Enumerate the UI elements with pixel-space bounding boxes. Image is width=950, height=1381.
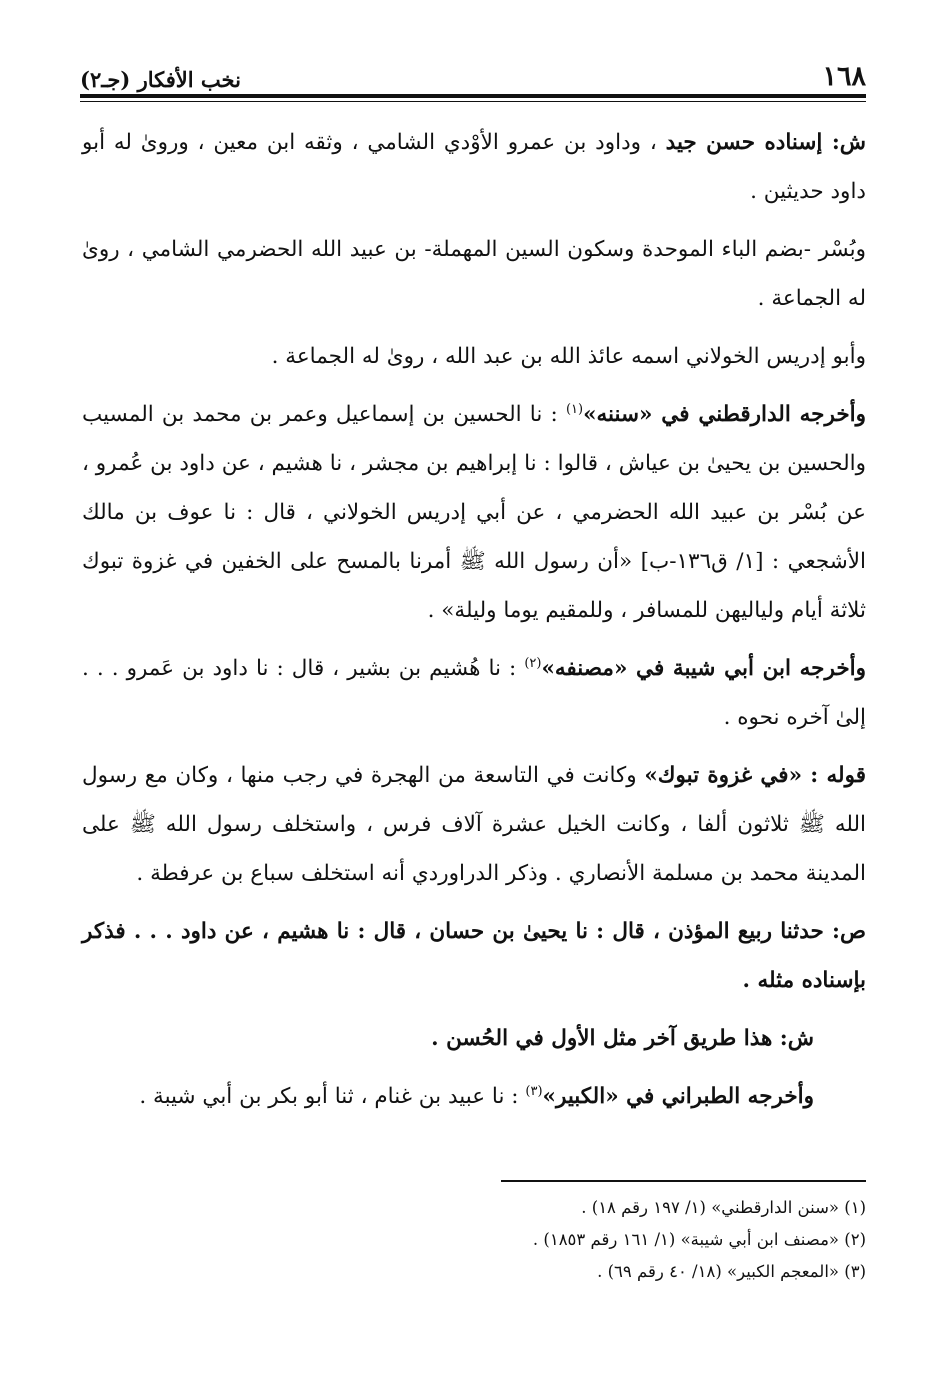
footnote-2: (٢) «مصنف ابن أبي شيبة» (١/ ١٦١ رقم ١٨٥٣) . [532,1230,866,1249]
paragraph-lead: ش: إسناده حسن جيد [665,130,867,155]
paragraph-lead: وأخرجه الطبراني في «الكبير» [542,1084,814,1109]
page-header [80,52,866,92]
footnote-1: (١) «سنن الدارقطني» (١/ ١٩٧ رقم ١٨) . [581,1198,866,1217]
paragraph-text: : نا هُشيم بن بشير ، قال : نا داود بن عَمرو . . . إلىٰ آخره نحوه . [82,656,866,730]
paragraph-3 [82,332,866,381]
paragraph-text: : نا الحسين بن إسماعيل وعمر بن محمد بن المسيب والحسين بن يحيىٰ بن عياش ، قالوا : نا إبراهيم بن مجشر ، نا هشيم ، عن داود بن عُمرو ، عن بُسْر بن عبيد الله الحضرمي ، عن أبي إدريس الخولاني ، قال : نا عوف بن مالك الأشجعي : [١/ ق١٣٦-ب] «أن رسول الله ﷺ أمرنا بالمسح على الخفين في غزوة تبوك ثلاثة أيام ولياليهن للمسافر ، وللمقيم يوما وليلة» . [82,402,866,623]
footnote-ref-3[interactable]: (٣) [525,1083,543,1099]
paragraph-lead: ص: حدثنا ربيع المؤذن ، قال : نا يحيىٰ بن حسان ، قال : نا هشيم ، عن داود . . . فذكر بإسناده مثله . [82,919,866,993]
paragraph-8 [82,1014,866,1063]
header-rule-thin [80,101,866,102]
paragraph-4 [82,390,866,635]
paragraph-2 [82,225,866,323]
page-number: ١٦٨ [822,61,866,92]
main-text [82,118,866,1130]
paragraph-5 [82,644,866,742]
footnote-3: (٣) «المعجم الكبير» (١٨/ ٤٠ رقم ٦٩) . [597,1262,866,1281]
paragraph-lead: وأخرجه الدارقطني في «سننه» [583,402,866,427]
footnote-separator [501,1180,866,1182]
footnote-ref-2[interactable]: (٢) [524,655,542,671]
header-rule-thick [80,94,866,98]
running-title: نخب الأفكار (جـ٢) [80,67,241,92]
paragraph-lead: ش: هذا طريق آخر مثل الأول في الحُسن . [431,1026,814,1051]
footnotes [82,1192,866,1288]
paragraph-text: وأبو إدريس الخولاني اسمه عائذ الله بن عبد الله ، روىٰ له الجماعة . [271,344,866,369]
paragraph-text: وبُسْر -بضم الباء الموحدة وسكون السين المهملة- بن عبيد الله الحضرمي الشامي ، روىٰ له الجماعة . [82,237,866,311]
paragraph-6 [82,751,866,898]
paragraph-lead: وأخرجه ابن أبي شيبة في «مصنفه» [541,656,866,681]
paragraph-1 [82,118,866,216]
paragraph-7 [82,907,866,1005]
paragraph-text: : نا عبيد بن غنام ، ثنا أبو بكر بن أبي شيبة . [139,1084,519,1109]
footnote-ref-1[interactable]: (١) [565,401,584,417]
paragraph-lead: قوله : «في غزوة تبوك» [644,763,866,788]
paragraph-text: وكانت في التاسعة من الهجرة في رجب منها ، وكان مع رسول الله ﷺ ثلاثون ألفا ، وكانت الخيل عشرة آلاف فرس ، واستخلف رسول الله ﷺ على المدينة محمد بن مسلمة الأنصاري . وذكر الدراوردي أنه استخلف سباع بن عرفطة . [82,763,866,886]
paragraph-9 [82,1072,866,1121]
paragraph-text: ، وداود بن عمرو الأوْدي الشامي ، وثقه ابن معين ، وروىٰ له أبو داود حديثين . [82,130,866,204]
